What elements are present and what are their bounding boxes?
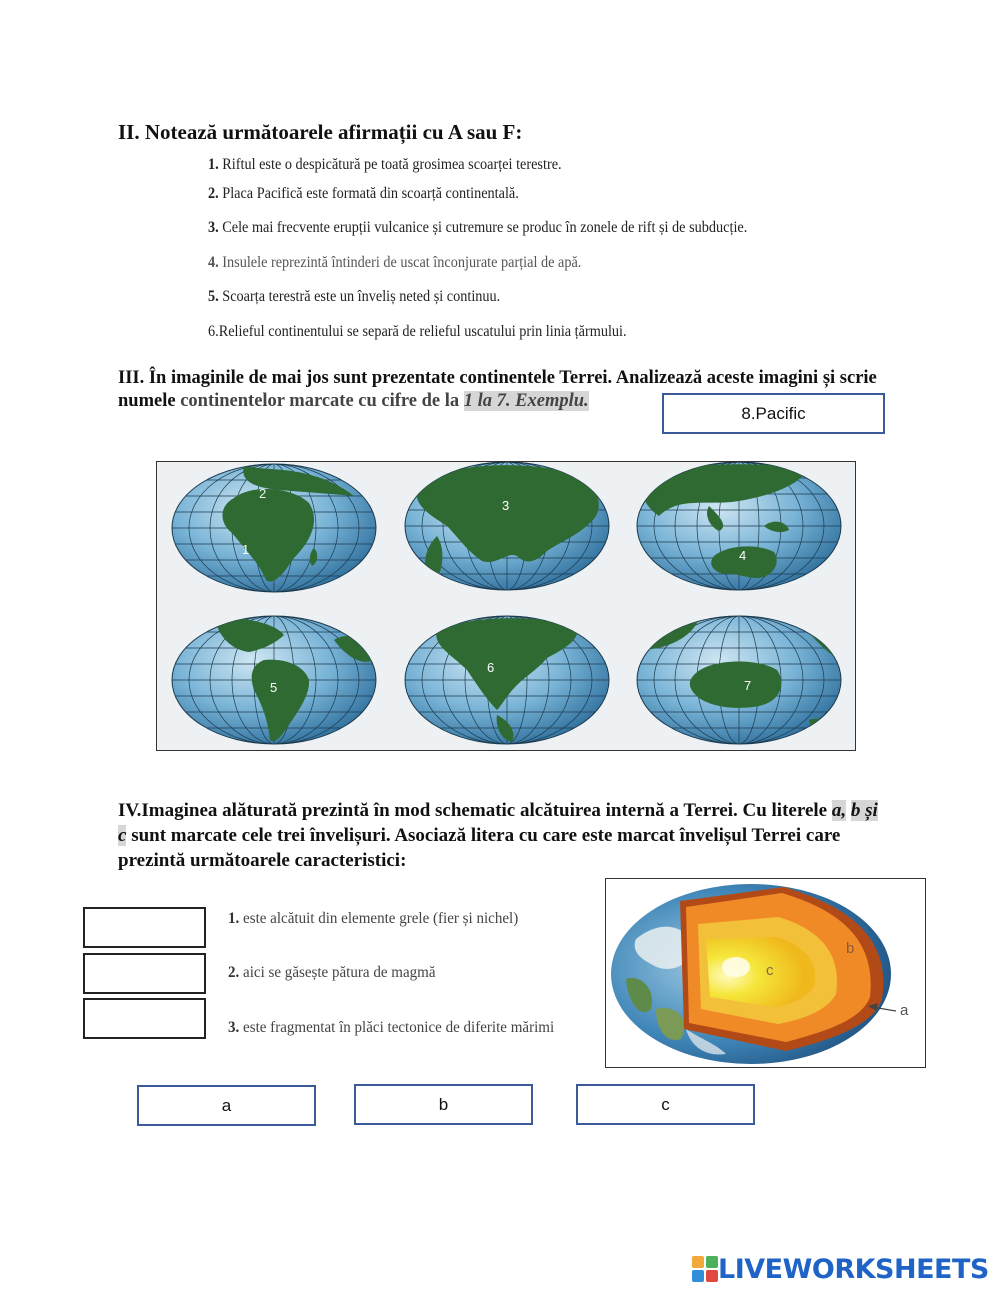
statement-6: 6.Relieful continentului se separă de relieful uscatului prin linia țărmului.: [208, 323, 627, 340]
statement-5: 5. Scoarța terestră este un înveliș neted și continuu.: [208, 288, 501, 305]
section-2-title: II. Notează următoarele afirmații cu A sau F:: [118, 120, 523, 144]
drop-box-3[interactable]: [83, 998, 206, 1039]
layer-label-a: a: [900, 1002, 909, 1019]
layer-label-b: b: [846, 940, 855, 957]
liveworksheets-logo: [692, 1252, 989, 1286]
layer-label-c: c: [766, 962, 774, 979]
logo-text: LIVEWORKSHEETS: [718, 1253, 989, 1285]
drop-box-1[interactable]: [83, 907, 206, 948]
globe-south-america: [172, 616, 376, 744]
globe-north-america: [405, 616, 609, 744]
globe-label-6: 6: [487, 660, 495, 675]
globe-australia: [637, 462, 841, 590]
globe-label-1: 1: [242, 542, 250, 557]
globe-label-3: 3: [502, 498, 510, 513]
globe-antarctica: [637, 616, 841, 744]
answer-option-b[interactable]: b: [354, 1084, 533, 1125]
answer-option-c[interactable]: c: [576, 1084, 755, 1125]
globe-africa: [172, 464, 376, 592]
example-answer-box[interactable]: 8.Pacific: [662, 393, 885, 434]
globe-label-5: 5: [270, 680, 278, 695]
continents-globes-image: [156, 461, 856, 751]
statement-2: 2. Placa Pacifică este formată din scoarță continentală.: [208, 185, 519, 202]
statement-1: 1. Riftul este o despicătură pe toată grosimea scoarței terestre.: [208, 156, 562, 173]
globe-label-4: 4: [739, 548, 747, 563]
statement-3: 3. Cele mai frecvente erupții vulcanice și cutremure se produc în zonele de rift și de subducție.: [208, 219, 748, 236]
feature-2: 2. aici se găsește pătura de magmă: [228, 964, 436, 981]
feature-3: 3. este fragmentat în plăci tectonice de diferite mărimi: [228, 1019, 555, 1036]
section-3-title: III. În imaginile de mai jos sunt prezentate continentele Terrei. Analizează aceste imagini și scrie numele continentelor marcate cu cifre de la 1 la 7. Exemplu.: [118, 368, 877, 411]
logo-icon: [692, 1256, 718, 1282]
globe-asia: [405, 462, 609, 590]
answer-option-a[interactable]: a: [137, 1085, 316, 1126]
globe-label-2: 2: [259, 486, 267, 501]
globe-label-7: 7: [744, 678, 752, 693]
section-4-title: IV.Imaginea alăturată prezintă în mod schematic alcătuirea internă a Terrei. Cu literele a, b și c sunt marcate cele trei învelișuri. Asociază litera cu care este marcat învelișul Terrei care prezintă următoarele caracteristici:: [118, 800, 878, 871]
earth-structure-svg: [606, 879, 924, 1066]
globes-svg: [157, 462, 854, 749]
earth-structure-diagram: [605, 878, 926, 1068]
drop-box-2[interactable]: [83, 953, 206, 994]
statement-4: 4. Insulele reprezintă întinderi de uscat înconjurate parțial de apă.: [208, 254, 582, 271]
feature-1: 1. este alcătuit din elemente grele (fier și nichel): [228, 910, 519, 927]
